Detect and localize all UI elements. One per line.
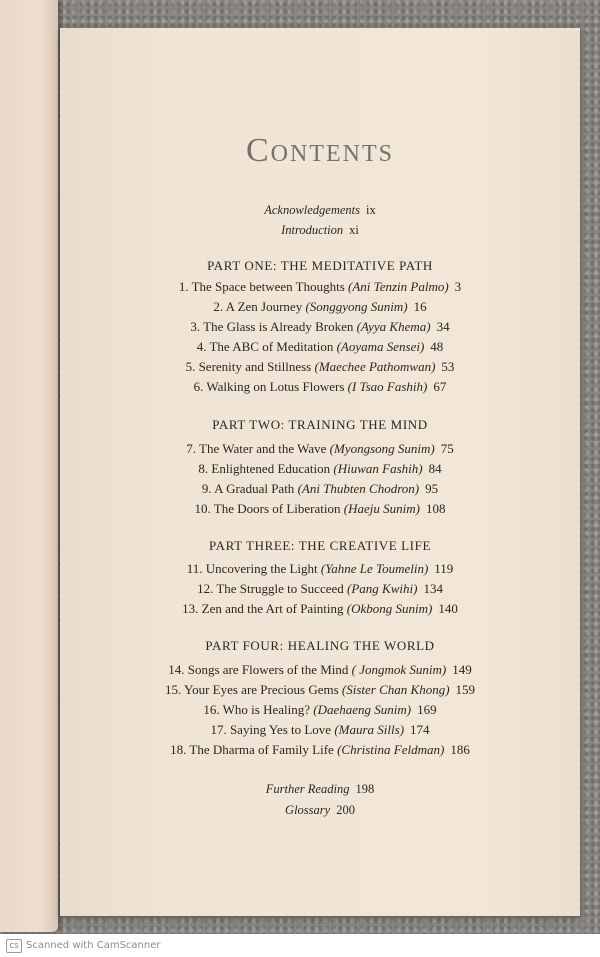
front-matter-label: Acknowledgements <box>264 203 361 217</box>
toc-entry: 4. The ABC of Meditation (Aoyama Sensei) 48 <box>196 339 444 354</box>
toc-entry: 2. A Zen Journey (Songgyong Sunim) 16 <box>213 299 427 314</box>
front-matter-item <box>60 220 580 240</box>
toc-entry: 8. Enlightened Education (Hiuwan Fashih) 84 <box>198 461 442 476</box>
camscanner-logo-icon: CS <box>6 939 22 953</box>
toc-entry: 10. The Doors of Liberation (Haeju Sunim) 108 <box>194 501 446 516</box>
toc-entry: 18. The Dharma of Family Life (Christina Feldman) 186 <box>170 742 470 757</box>
back-matter-label: Further Reading <box>265 782 350 796</box>
part-heading: PART ONE: THE MEDITATIVE PATH <box>207 258 433 273</box>
toc-entry: 9. A Gradual Path (Ani Thubten Chodron) 95 <box>201 481 439 496</box>
toc-entry: 12. The Struggle to Succeed (Pang Kwihi) 134 <box>197 581 443 596</box>
page-title: Contents <box>245 132 394 169</box>
back-matter-item <box>60 779 580 800</box>
toc-entry: 17. Saying Yes to Love (Maura Sills) 174 <box>210 722 430 737</box>
toc-entry: 11. Uncovering the Light (Yahne Le Toumelin) 119 <box>186 561 454 576</box>
toc-entry: 16. Who is Healing? (Daehaeng Sunim) 169 <box>203 702 437 717</box>
toc-entry: 3. The Glass is Already Broken (Ayya Khema) 34 <box>190 319 450 334</box>
toc-entry: 14. Songs are Flowers of the Mind ( Jongmok Sunim) 149 <box>168 662 472 677</box>
part-heading: PART FOUR: HEALING THE WORLD <box>205 638 435 653</box>
part-heading: PART TWO: TRAINING THE MIND <box>212 417 428 432</box>
scanner-watermark-text: Scanned with CamScanner <box>26 940 161 951</box>
front-matter-item <box>60 200 580 220</box>
back-matter-label: Glossary <box>285 803 331 817</box>
back-matter-item <box>60 800 580 821</box>
contents-page <box>60 28 580 916</box>
left-page-edge <box>0 0 58 932</box>
part-heading: PART THREE: THE CREATIVE LIFE <box>209 538 431 553</box>
front-matter-page: ix <box>366 203 376 217</box>
toc-entry: 7. The Water and the Wave (Myongsong Sunim) 75 <box>186 441 454 456</box>
toc-entry: 1. The Space between Thoughts (Ani Tenzin Palmo) 3 <box>178 279 462 294</box>
front-matter-page: xi <box>349 223 359 237</box>
toc-entry: 13. Zen and the Art of Painting (Okbong Sunim) 140 <box>182 601 458 616</box>
back-matter-page: 200 <box>336 803 355 817</box>
toc-entry: 6. Walking on Lotus Flowers (I Tsao Fashih) 67 <box>193 379 447 394</box>
scanner-footer <box>0 934 600 957</box>
toc-entry: 5. Serenity and Stillness (Maechee Pathomwan) 53 <box>185 359 455 374</box>
back-matter-page: 198 <box>355 782 375 796</box>
toc-entry: 15. Your Eyes are Precious Gems (Sister Chan Khong) 159 <box>164 682 476 697</box>
front-matter-label: Introduction <box>281 223 344 237</box>
